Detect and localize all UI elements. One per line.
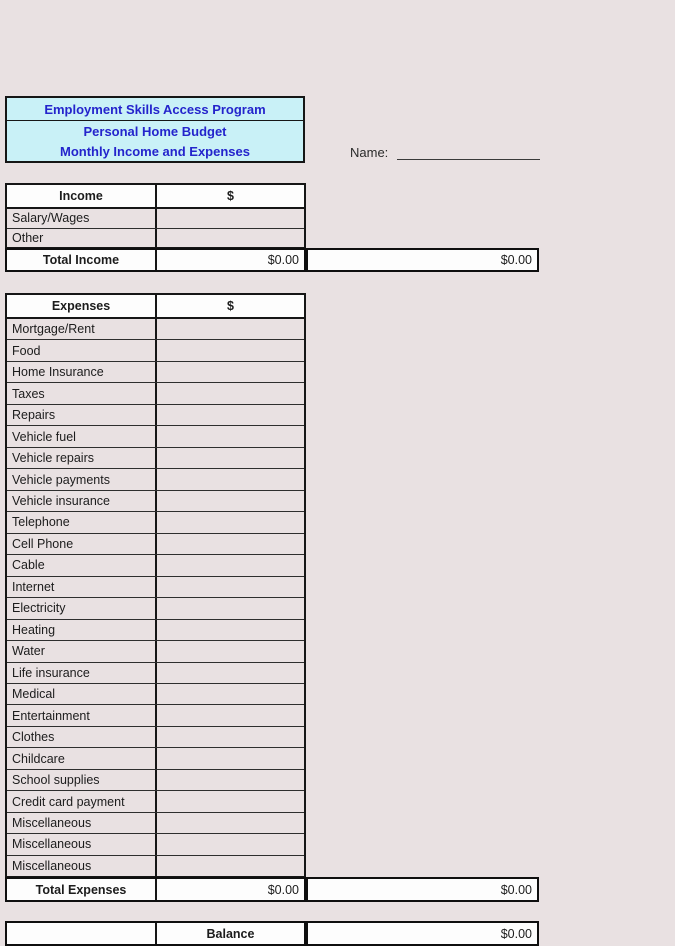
total-expenses-summary-cell: $0.00 [306, 877, 539, 902]
expense-label: Miscellaneous [7, 813, 157, 833]
expense-value-cell[interactable] [157, 791, 304, 811]
expense-label: Cell Phone [7, 534, 157, 554]
total-expenses-value: $0.00 [267, 882, 299, 897]
expense-label: Food [7, 340, 157, 360]
expense-value-cell[interactable] [157, 856, 304, 876]
expense-label: Telephone [7, 512, 157, 532]
expense-label: Water [7, 641, 157, 661]
table-row [7, 663, 304, 684]
table-row [7, 620, 304, 641]
expense-label: School supplies [7, 770, 157, 790]
expense-label: Taxes [7, 383, 157, 403]
expense-label: Miscellaneous [7, 834, 157, 854]
balance-row [5, 921, 306, 946]
table-row [7, 684, 304, 705]
expense-label: Vehicle fuel [7, 426, 157, 446]
total-expenses-row [5, 877, 306, 902]
expenses-header-row [7, 295, 304, 319]
expense-label: Entertainment [7, 705, 157, 725]
name-field [350, 145, 540, 160]
expense-value-cell[interactable] [157, 340, 304, 360]
document-title: Personal Home Budget [83, 123, 227, 139]
name-label: Name: [350, 145, 389, 160]
income-table [5, 183, 306, 249]
table-row [7, 813, 304, 834]
table-row [7, 856, 304, 876]
income-value-cell[interactable] [157, 209, 304, 228]
expense-label: Mortgage/Rent [7, 319, 157, 339]
expense-value-cell[interactable] [157, 770, 304, 790]
expense-value-cell[interactable] [157, 512, 304, 532]
income-header-row [7, 185, 304, 209]
income-value-cell[interactable] [157, 229, 304, 248]
table-row [7, 705, 304, 726]
income-header-amount: $ [227, 189, 234, 203]
table-row [7, 469, 304, 490]
balance-value-cell: $0.00 [306, 921, 539, 946]
expense-value-cell[interactable] [157, 491, 304, 511]
expense-label: Clothes [7, 727, 157, 747]
expense-label: Life insurance [7, 663, 157, 683]
table-row [7, 340, 304, 361]
table-row [7, 727, 304, 748]
table-row [7, 209, 304, 229]
table-row [7, 791, 304, 812]
expense-value-cell[interactable] [157, 727, 304, 747]
table-row [7, 426, 304, 447]
table-row [7, 641, 304, 662]
expense-value-cell[interactable] [157, 319, 304, 339]
expense-value-cell[interactable] [157, 598, 304, 618]
table-row [7, 229, 304, 248]
expense-label: Electricity [7, 598, 157, 618]
expense-value-cell[interactable] [157, 426, 304, 446]
expense-value-cell[interactable] [157, 748, 304, 768]
expense-label: Vehicle insurance [7, 491, 157, 511]
expenses-header-amount: $ [227, 299, 234, 313]
expense-value-cell[interactable] [157, 577, 304, 597]
expenses-header-category: Expenses [7, 295, 157, 317]
total-income-value: $0.00 [267, 253, 299, 267]
expense-value-cell[interactable] [157, 813, 304, 833]
table-row [7, 534, 304, 555]
balance-label: Balance [206, 926, 255, 941]
expense-label: Home Insurance [7, 362, 157, 382]
total-expenses-label: Total Expenses [7, 879, 157, 900]
total-income-label: Total Income [7, 250, 157, 270]
expense-label: Cable [7, 555, 157, 575]
title-box [5, 96, 305, 163]
expense-value-cell[interactable] [157, 684, 304, 704]
table-row [7, 577, 304, 598]
expense-label: Miscellaneous [7, 856, 157, 876]
expense-label: Vehicle payments [7, 469, 157, 489]
total-income-row [5, 248, 306, 272]
balance-empty-cell [7, 923, 157, 944]
expense-label: Vehicle repairs [7, 448, 157, 468]
expense-value-cell[interactable] [157, 534, 304, 554]
expense-value-cell[interactable] [157, 448, 304, 468]
table-row [7, 362, 304, 383]
expense-value-cell[interactable] [157, 383, 304, 403]
table-row [7, 405, 304, 426]
expense-value-cell[interactable] [157, 555, 304, 575]
expenses-table [5, 293, 306, 878]
table-row [7, 319, 304, 340]
expense-label: Medical [7, 684, 157, 704]
expense-label: Credit card payment [7, 791, 157, 811]
expense-value-cell[interactable] [157, 362, 304, 382]
expense-value-cell[interactable] [157, 620, 304, 640]
table-row [7, 598, 304, 619]
income-label: Salary/Wages [7, 209, 157, 228]
income-header-category: Income [7, 185, 157, 207]
table-row [7, 834, 304, 855]
expense-value-cell[interactable] [157, 663, 304, 683]
expense-value-cell[interactable] [157, 469, 304, 489]
income-label: Other [7, 229, 157, 248]
table-row [7, 555, 304, 576]
expense-value-cell[interactable] [157, 405, 304, 425]
expense-label: Internet [7, 577, 157, 597]
expense-label: Repairs [7, 405, 157, 425]
name-input-line[interactable] [397, 145, 540, 160]
document-subtitle: Monthly Income and Expenses [60, 143, 250, 159]
table-row [7, 748, 304, 769]
table-row [7, 383, 304, 404]
expense-value-cell[interactable] [157, 641, 304, 661]
expense-label: Heating [7, 620, 157, 640]
table-row [7, 512, 304, 533]
table-row [7, 770, 304, 791]
program-title: Employment Skills Access Program [7, 98, 303, 121]
expense-value-cell[interactable] [157, 705, 304, 725]
table-row [7, 448, 304, 469]
expense-label: Childcare [7, 748, 157, 768]
total-income-summary-cell: $0.00 [306, 248, 539, 272]
expense-value-cell[interactable] [157, 834, 304, 854]
table-row [7, 491, 304, 512]
